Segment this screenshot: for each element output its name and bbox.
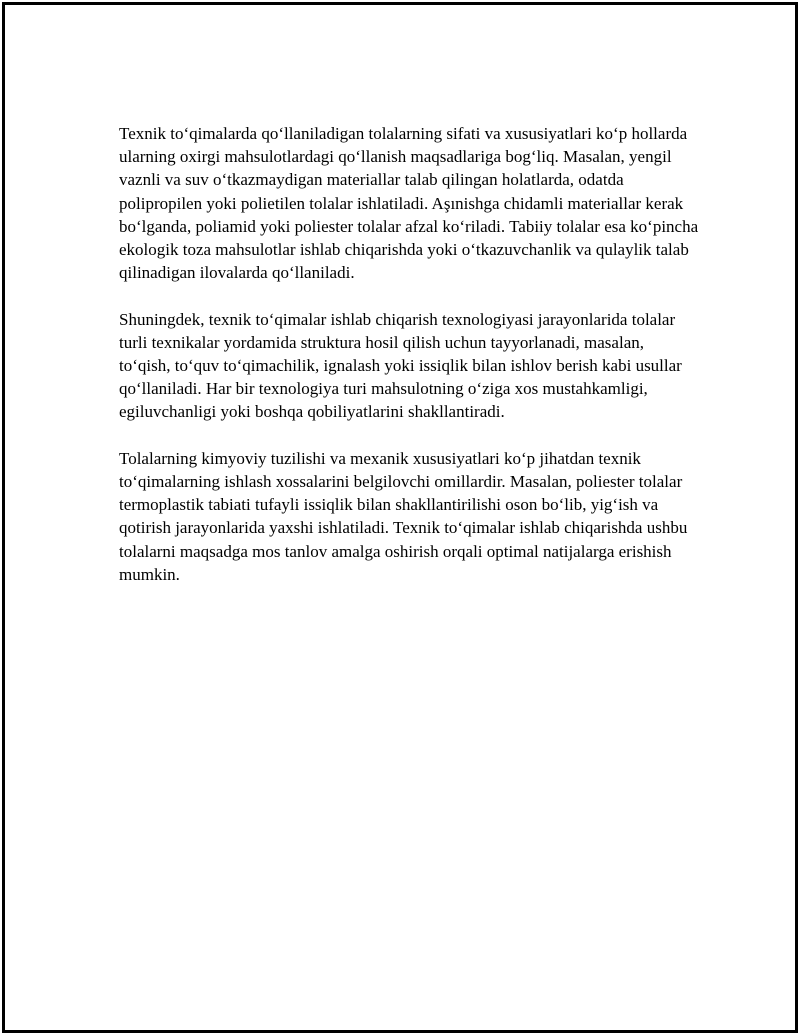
- document-body: [119, 122, 699, 609]
- page-frame: [2, 2, 798, 1033]
- paragraph-2: Shuningdek, texnik to‘qimalar ishlab chiqarish texnologiyasi jarayonlarida tolalar turli texnikalar yordamida struktura hosil qilish uchun tayyorlanadi, masalan, to‘qish, to‘quv to‘qimachilik, ignalash yoki issiqlik bilan ishlov berish kabi usullar qo‘llaniladi. Har bir texnologiya turi mahsulotning o‘ziga xos mustahkamligi, egiluvchanligi yoki boshqa qobiliyatlarini shakllantiradi.: [119, 309, 682, 422]
- paragraph-1: Texnik to‘qimalarda qo‘llaniladigan tolalarning sifati va xususiyatlari ko‘p hollarda ularning oxirgi mahsulotlardagi qo‘llanish maqsadlariga bog‘liq. Masalan, yengil vaznli va suv o‘tkazmaydigan materiallar talab qilingan holatlarda, odatda polipropilen yoki polietilen tolalar ishlatiladi. Aşınishga chidamli materiallar kerak bo‘lganda, poliamid yoki poliester tolalar afzal ko‘riladi. Tabiiy tolalar esa ko‘pincha ekologik toza mahsulotlar ishlab chiqarishda yoki o‘tkazuvchanlik va qulaylik talab qilinadigan ilovalarda qo‘llaniladi.: [119, 124, 699, 283]
- paragraph-3: Tolalarning kimyoviy tuzilishi va mexanik xususiyatlari ko‘p jihatdan texnik to‘qimalarning ishlash xossalarini belgilovchi omillardir. Masalan, poliester tolalar termoplastik tabiati tufayli issiqlik bilan shakllantirilishi oson bo‘lib, yig‘ish va qotirish jarayonlarida yaxshi ishlatiladi. Texnik to‘qimalar ishlab chiqarishda ushbu tolalarni maqsadga mos tanlov amalga oshirish orqali optimal natijalarga erishish mumkin.: [119, 448, 688, 584]
